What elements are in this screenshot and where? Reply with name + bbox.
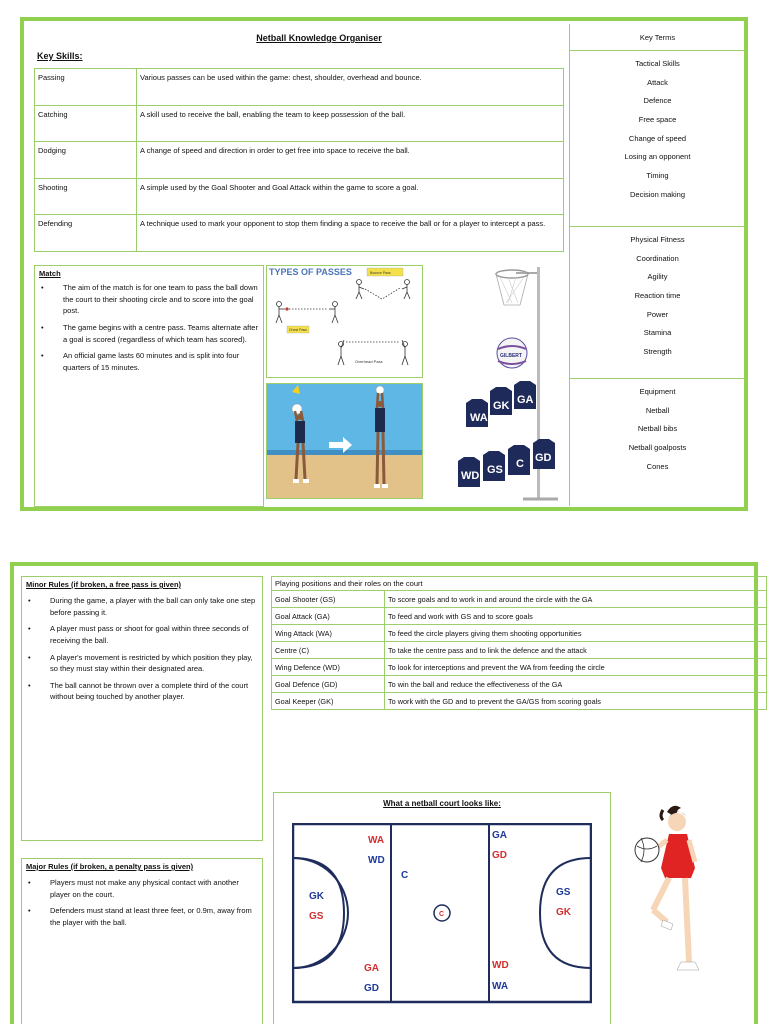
rules-sheet [10,562,758,1024]
chest-pass-label: Chest Pass [289,328,307,332]
position-role: To win the ball and reduce the effectiveness of the GA [385,676,767,693]
skill-name: Shooting [35,178,137,215]
minor-rules-heading: Minor Rules (if broken, a free pass is given) [26,580,182,589]
list-item: Agility [647,272,668,282]
list-item: • The aim of the match is for one team to pass the ball down the court to their shooting circle and to score into the goal post. [39,282,259,317]
list-item: • An official game lasts 60 minutes and is split into four quarters of 15 minutes. [39,350,259,373]
table-row [35,142,564,179]
table-row [35,178,564,215]
position-role: To score goals and to work in and around the circle with the GA [385,591,767,608]
table-row [272,676,767,693]
position-name: Centre (C) [272,642,385,659]
court-label: GS [556,887,571,898]
list-item: Netball goalposts [628,443,687,453]
position-role: To take the centre pass and to link the defence and the attack [385,642,767,659]
position-role: To look for interceptions and prevent the WA from feeding the circle [385,659,767,676]
major-rules-list [26,877,258,929]
list-item: Netball bibs [637,424,678,434]
equipment-heading: Equipment [639,387,676,396]
physical-fitness-heading: Physical Fitness [630,235,685,244]
table-row [35,69,564,106]
list-item: Losing an opponent [624,152,691,162]
skill-name: Catching [35,105,137,142]
netball-player-illustration [619,792,754,1024]
position-name: Goal Shooter (GS) [272,591,385,608]
court-label: GD [364,983,379,994]
position-role: To work with the GD and to prevent the GA/GS from scoring goals [385,693,767,710]
knowledge-organiser-sheet [20,17,748,511]
major-rules-heading: Major Rules (if broken, a penalty pass is given) [26,862,194,871]
court-label: GA [492,830,507,841]
position-name: Goal Attack (GA) [272,608,385,625]
bib-label: GD [535,452,552,464]
court-label: WD [492,960,509,971]
bib-label: GK [493,400,510,412]
skill-description: A simple used by the Goal Shooter and Goal Attack within the game to score a goal. [137,178,564,215]
court-label: GK [556,907,571,918]
court-label: GS [309,911,324,922]
cartoon-player-image [619,792,754,1024]
list-item: Power [646,309,669,319]
list-item: • A player must pass or shoot for goal within three seconds of receiving the ball. [26,623,258,646]
positions-heading: Playing positions and their roles on the court [271,576,767,590]
skill-name: Dodging [35,142,137,179]
major-rules-section [21,858,263,1024]
court-label: WA [492,981,509,992]
list-item: • The game begins with a centre pass. Teams alternate after a goal is scored (regardless of which team has scored). [39,322,259,345]
passes-diagram [267,266,423,378]
skill-description: Various passes can be used within the game: chest, shoulder, overhead and bounce. [137,69,564,106]
table-row [35,215,564,252]
list-item: • Players must not make any physical contact with another player on the court. [26,877,258,900]
bounce-pass-figures [356,280,410,300]
table-row [272,591,767,608]
equipment-section [570,379,745,502]
types-of-passes-image [266,265,423,378]
minor-rules-section [21,576,263,841]
key-skills-table [34,68,564,252]
table-row [35,105,564,142]
bib-label: GA [517,394,534,406]
skill-name: Defending [35,215,137,252]
key-terms-heading: Key Terms [570,24,745,51]
bib-label: GS [487,464,503,476]
netball-court-diagram [292,823,592,1024]
position-role: To feed the circle players giving them shooting opportunities [385,625,767,642]
list-item: Coordination [636,253,679,263]
court-label: GA [364,963,379,974]
ball-brand: GILBERT [500,353,522,359]
bib-label: WA [470,412,488,424]
table-row [272,608,767,625]
table-row [272,693,767,710]
overhead-pass-label: Overhead Pass [355,359,383,364]
skill-description: A skill used to receive the ball, enabling the team to keep possession of the ball. [137,105,564,142]
shooting-illustration [267,384,423,499]
match-section [34,265,264,507]
shooting-photo [266,383,423,499]
list-item: • A player's movement is restricted by which position they play, so they must stay within their designated area. [26,652,258,675]
match-points [39,282,259,373]
passes-title: TYPES OF PASSES [269,267,352,277]
list-item: Stamina [643,328,672,338]
key-skills-heading: Key Skills: [37,51,83,61]
list-item: Change of speed [628,133,687,143]
list-item: Free space [638,115,677,125]
position-name: Goal Defence (GD) [272,676,385,693]
list-item: • Defenders must stand at least three feet, or 0.9m, away from the player with the ball. [26,905,258,928]
position-name: Goal Keeper (GK) [272,693,385,710]
physical-fitness-section [570,227,745,379]
list-item: Attack [647,77,668,87]
page-title: Netball Knowledge Organiser [256,33,382,43]
court-label: GD [492,850,507,861]
list-item: Timing [646,171,669,181]
court-label: WA [368,835,385,846]
list-item: • During the game, a player with the ball can only take one step before passing it. [26,595,258,618]
list-item: Defence [643,96,672,106]
court-section [273,792,611,1024]
skill-name: Passing [35,69,137,106]
position-role: To feed and work with GS and to score goals [385,608,767,625]
match-heading: Match [39,269,61,278]
bib-label: C [516,458,524,470]
list-item: Reaction time [634,291,681,301]
table-row [272,642,767,659]
key-terms-panel [569,24,745,506]
court-label: C [401,870,409,881]
positions-table [271,576,767,710]
equipment-image [428,265,564,505]
skill-description: A change of speed and direction in order to get free into space to receive the ball. [137,142,564,179]
court-label: WD [368,855,385,866]
court-label: C [439,911,445,918]
court-label: GK [309,891,324,902]
position-name: Wing Defence (WD) [272,659,385,676]
tactical-skills-section [570,51,745,227]
table-row [272,659,767,676]
minor-rules-list [26,595,258,703]
bib-label: WD [461,470,480,482]
skill-description: A technique used to mark your opponent to stop them finding a space to receive the ball or for a player to intercept a pass. [137,215,564,252]
tactical-skills-heading: Tactical Skills [635,59,680,68]
list-item: Strength [643,347,672,357]
list-item: • The ball cannot be thrown over a complete third of the court without being touched by another player. [26,680,258,703]
court-title: What a netball court looks like: [383,799,501,808]
chest-pass-figures [276,302,338,324]
table-row [272,625,767,642]
position-name: Wing Attack (WA) [272,625,385,642]
list-item: Decision making [629,189,686,199]
goalpost-bibs-illustration [428,265,564,505]
list-item: Cones [646,461,669,471]
bounce-pass-label: Bounce Pass [370,271,391,275]
list-item: Netball [645,405,670,415]
